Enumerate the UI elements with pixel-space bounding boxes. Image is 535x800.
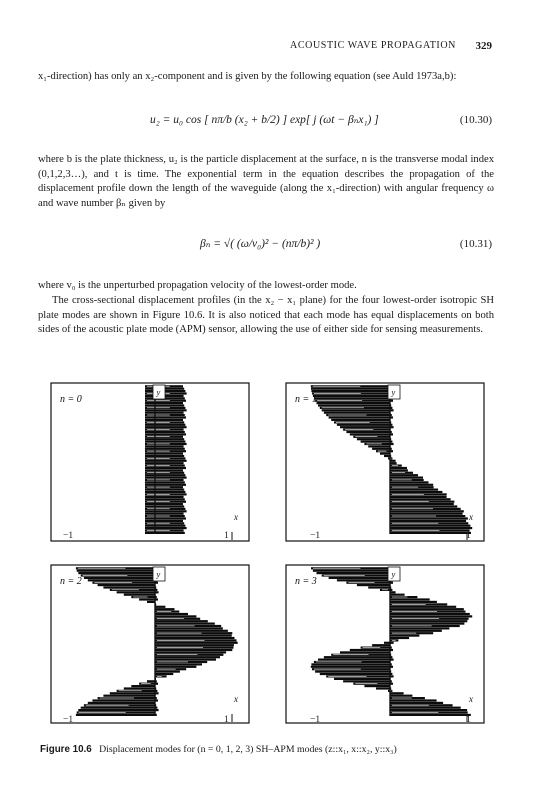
band-highlight: [392, 487, 418, 488]
displacement-band: [346, 431, 391, 433]
displacement-band: [145, 441, 185, 443]
displacement-band: [155, 608, 175, 610]
band-highlight: [147, 451, 170, 452]
band-highlight: [316, 662, 362, 663]
displacement-band: [390, 627, 449, 629]
tick-label-max: 1: [224, 531, 229, 541]
displacement-band: [322, 409, 394, 411]
band-highlight: [345, 429, 373, 430]
displacement-band: [368, 586, 391, 588]
displacement-band: [155, 659, 216, 661]
band-highlight: [157, 640, 205, 641]
band-highlight: [363, 647, 381, 648]
band-highlight: [355, 683, 377, 684]
displacement-band: [317, 402, 391, 404]
paragraph-velocity: where v₀ is the unperturbed propagation velocity of the lowest-order mode.: [38, 280, 357, 291]
displacement-band: [390, 477, 423, 479]
displacement-band: [145, 484, 186, 486]
displacement-band: [390, 615, 472, 617]
band-highlight: [157, 618, 184, 619]
displacement-band: [390, 714, 471, 716]
band-highlight: [133, 597, 147, 598]
running-head-title: ACOUSTIC WAVE PROPAGATION: [290, 40, 456, 51]
band-highlight: [147, 444, 170, 445]
displacement-band: [311, 666, 393, 668]
displacement-band: [390, 462, 397, 464]
band-highlight: [157, 647, 203, 648]
displacement-band: [145, 419, 183, 421]
displacement-band: [155, 606, 165, 608]
displacement-band: [361, 441, 393, 443]
band-highlight: [333, 654, 368, 655]
band-highlight: [366, 444, 381, 445]
displacement-band: [313, 395, 391, 397]
displacement-band: [145, 505, 184, 507]
band-highlight: [392, 712, 438, 713]
displacement-band: [311, 663, 391, 665]
band-highlight: [157, 633, 202, 634]
band-highlight: [147, 509, 170, 510]
band-highlight: [147, 487, 170, 488]
panel-frame: [51, 383, 249, 541]
band-highlight: [313, 386, 361, 387]
displacement-band: [340, 651, 390, 653]
displacement-band: [390, 594, 405, 596]
tick-label-max: 1: [224, 715, 229, 725]
displacement-band: [145, 520, 183, 522]
displacement-band: [155, 630, 228, 632]
band-highlight: [147, 516, 170, 517]
displacement-band: [390, 635, 419, 637]
panel-frame: [51, 565, 249, 723]
displacement-band: [390, 510, 464, 512]
displacement-band: [315, 671, 391, 673]
band-highlight: [147, 415, 170, 416]
equation-number: (10.30): [459, 114, 492, 126]
tick-label-max: 1: [466, 715, 471, 725]
displacement-band: [337, 424, 393, 426]
mode-plot: [50, 382, 250, 542]
displacement-band: [343, 680, 392, 682]
displacement-band: [390, 591, 396, 593]
displacement-band: [390, 481, 429, 483]
band-highlight: [141, 683, 151, 684]
mode-panel-n2: [50, 564, 250, 724]
displacement-band: [390, 637, 409, 639]
displacement-band: [155, 620, 208, 622]
equation-10-31: [0, 228, 535, 266]
displacement-band: [131, 685, 155, 687]
displacement-band: [124, 687, 156, 689]
displacement-band: [368, 445, 390, 447]
displacement-band: [390, 498, 451, 500]
displacement-band: [145, 513, 184, 515]
band-highlight: [157, 676, 162, 677]
displacement-band: [155, 613, 188, 615]
displacement-band: [390, 489, 438, 491]
displacement-band: [357, 438, 391, 440]
displacement-band: [76, 714, 157, 716]
band-highlight: [157, 654, 197, 655]
displacement-band: [155, 651, 226, 653]
displacement-band: [145, 416, 186, 418]
displacement-band: [124, 594, 156, 596]
displacement-band: [145, 448, 185, 450]
displacement-band: [117, 591, 159, 593]
displacement-band: [145, 460, 187, 462]
band-highlight: [392, 465, 398, 466]
band-highlight: [100, 698, 134, 699]
axis-label-x: x: [234, 694, 238, 704]
band-highlight: [79, 712, 126, 713]
band-highlight: [147, 400, 170, 401]
mode-label: n = 2: [60, 576, 82, 587]
displacement-band: [390, 598, 430, 600]
displacement-band: [145, 409, 187, 411]
displacement-band: [145, 431, 185, 433]
equation-lhs: u₂ = u₀ cos: [150, 114, 202, 126]
band-highlight: [392, 597, 407, 598]
band-highlight: [147, 530, 170, 531]
displacement-band: [145, 489, 184, 491]
displacement-band: [331, 419, 390, 421]
displacement-band: [390, 525, 470, 527]
displacement-band: [145, 426, 187, 428]
tick-label-min: −1: [310, 531, 321, 541]
displacement-band: [155, 649, 232, 651]
displacement-band: [145, 438, 184, 440]
tick-label-min: −1: [63, 531, 74, 541]
displacement-band: [324, 656, 393, 658]
displacement-band: [145, 481, 185, 483]
displacement-band: [364, 685, 390, 687]
displacement-band: [390, 520, 466, 522]
tick-label-min: −1: [310, 715, 321, 725]
axis-label-y: y: [391, 387, 396, 397]
mode-label: n = 3: [295, 576, 317, 587]
displacement-band: [318, 659, 394, 661]
displacement-band: [155, 671, 180, 673]
band-highlight: [392, 509, 433, 510]
paragraph-figure-reference: The cross-sectional displacement profiles (in the x₂ − x₁ plane) for the four lowest-order isotropic SH plate modes are shown in Figure 10.6. It is also noticed that each mode has equal displacements on both sides of the acoustic plate mode (APM) sensor, allowing the use of either side for sensing measurements.: [38, 295, 494, 335]
displacement-band: [147, 601, 155, 603]
band-highlight: [392, 626, 432, 627]
displacement-band: [350, 649, 393, 651]
paragraph-definitions: where b is the plate thickness, u₂ is the particle displacement at the surface, n is the transverse modal index (0,1,2,3…), and t is time. The exponential term in the equation describes the propagation of the displacement profile down the length of the waveguide (along the x₁-direction) with angular frequency ω and wave number βₙ given by: [38, 154, 494, 209]
band-highlight: [324, 575, 365, 576]
displacement-band: [155, 666, 196, 668]
mode-panel-n0: [50, 382, 250, 542]
displacement-band: [145, 445, 184, 447]
band-highlight: [392, 530, 439, 531]
displacement-band: [145, 525, 185, 527]
displacement-band: [390, 692, 404, 694]
band-highlight: [392, 633, 416, 634]
displacement-band: [155, 623, 215, 625]
displacement-band: [380, 453, 390, 455]
displacement-band: [92, 699, 158, 701]
displacement-band: [337, 579, 392, 581]
displacement-band: [145, 477, 187, 479]
displacement-band: [155, 673, 173, 675]
displacement-band: [372, 644, 391, 646]
band-highlight: [392, 523, 438, 524]
displacement-band: [145, 532, 185, 534]
displacement-band: [155, 663, 202, 665]
displacement-band: [390, 630, 442, 632]
displacement-band: [390, 620, 467, 622]
band-highlight: [314, 393, 361, 394]
figure-caption-text: Displacement modes for (n = 0, 1, 2, 3) SH–APM modes (z::x₁, x::x₂, y::x₃): [99, 744, 397, 755]
displacement-band: [390, 623, 464, 625]
displacement-band: [320, 673, 393, 675]
axis-label-x: x: [469, 694, 473, 704]
band-highlight: [157, 669, 176, 670]
displacement-band: [155, 615, 196, 617]
panel-frame: [286, 565, 484, 723]
displacement-band: [390, 484, 433, 486]
axis-label-y: y: [156, 387, 161, 397]
displacement-band: [145, 467, 186, 469]
band-highlight: [119, 691, 142, 692]
band-highlight: [147, 436, 170, 437]
displacement-band: [110, 692, 159, 694]
displacement-band: [340, 426, 394, 428]
displacement-band: [390, 613, 470, 615]
displacement-band: [334, 678, 391, 680]
band-highlight: [157, 611, 171, 612]
mode-label: n = 0: [60, 394, 82, 405]
mode-label: n = 1: [295, 394, 317, 405]
mode-panel-n1: [285, 382, 485, 542]
displacement-band: [329, 577, 391, 579]
displacement-band: [390, 505, 457, 507]
mode-plot: [285, 382, 485, 542]
displacement-band: [145, 433, 186, 435]
displacement-band: [372, 448, 392, 450]
displacement-band: [390, 606, 456, 608]
band-highlight: [78, 568, 126, 569]
band-highlight: [392, 494, 424, 495]
displacement-band: [103, 586, 156, 588]
band-highlight: [147, 494, 170, 495]
displacement-band: [311, 390, 392, 392]
band-highlight: [378, 451, 386, 452]
displacement-band: [390, 474, 418, 476]
displacement-band: [313, 570, 391, 572]
axis-label-x: x: [469, 512, 473, 522]
displacement-band: [145, 503, 183, 505]
displacement-band: [103, 695, 155, 697]
band-highlight: [157, 626, 195, 627]
band-highlight: [147, 480, 170, 481]
displacement-band: [145, 496, 184, 498]
displacement-band: [311, 388, 391, 390]
displacement-band: [145, 510, 187, 512]
displacement-band: [390, 532, 471, 534]
band-highlight: [392, 472, 405, 473]
mode-panel-n3: [285, 564, 485, 724]
displacement-band: [390, 491, 442, 493]
displacement-band: [98, 584, 155, 586]
band-highlight: [313, 568, 360, 569]
band-highlight: [328, 676, 366, 677]
displacement-band: [155, 644, 234, 646]
band-highlight: [314, 669, 361, 670]
band-highlight: [317, 400, 362, 401]
displacement-band: [390, 709, 467, 711]
band-highlight: [83, 575, 128, 576]
figure-caption: [40, 744, 500, 755]
page-number: 329: [475, 40, 492, 52]
displacement-band: [145, 474, 185, 476]
displacement-band: [350, 433, 393, 435]
displacement-band: [155, 656, 220, 658]
displacement-band: [145, 469, 183, 471]
band-highlight: [392, 705, 429, 706]
displacement-band: [88, 702, 155, 704]
displacement-band: [329, 416, 393, 418]
displacement-band: [390, 707, 461, 709]
band-highlight: [392, 604, 426, 605]
displacement-band: [390, 496, 447, 498]
displacement-band: [155, 635, 232, 637]
displacement-band: [318, 404, 391, 406]
band-highlight: [157, 662, 188, 663]
displacement-band: [390, 608, 464, 610]
band-highlight: [382, 590, 388, 591]
displacement-band: [145, 402, 183, 404]
band-highlight: [392, 516, 436, 517]
displacement-band: [145, 498, 185, 500]
displacement-band: [145, 527, 187, 529]
band-highlight: [147, 465, 170, 466]
displacement-band: [390, 695, 412, 697]
displacement-band: [145, 453, 183, 455]
band-highlight: [392, 480, 412, 481]
displacement-band: [81, 707, 158, 709]
tick-label-min: −1: [63, 715, 74, 725]
axis-label-x: x: [234, 512, 238, 522]
displacement-band: [324, 412, 391, 414]
band-highlight: [147, 408, 170, 409]
displacement-band: [145, 412, 184, 414]
displacement-band: [314, 397, 392, 399]
displacement-band: [390, 467, 407, 469]
equation-10-30: [0, 104, 535, 142]
band-highlight: [147, 523, 170, 524]
displacement-band: [390, 503, 454, 505]
displacement-band: [390, 702, 443, 704]
equation-bracket: [ nπ/b (x₂ + b/2) ]: [204, 114, 288, 126]
band-highlight: [147, 429, 170, 430]
band-highlight: [392, 640, 396, 641]
displacement-band: [155, 642, 238, 644]
band-highlight: [322, 408, 364, 409]
displacement-band: [145, 491, 185, 493]
axis-label-y: y: [156, 569, 161, 579]
paragraph-intro: x₁-direction) has only an x₂-component and is given by the following equation (see Auld 1973a,b):: [38, 71, 457, 82]
displacement-band: [155, 637, 235, 639]
band-highlight: [147, 501, 170, 502]
tick-label-max: 1: [466, 531, 471, 541]
band-highlight: [328, 415, 366, 416]
displacement-band: [77, 570, 157, 572]
running-head: [40, 40, 492, 54]
displacement-band: [145, 424, 185, 426]
displacement-band: [376, 687, 391, 689]
mode-plot: [285, 564, 485, 724]
displacement-band: [390, 469, 408, 471]
equation-wavenumber: βₙ = √( (ω/v₀)² − (nπ/b)² ): [200, 238, 321, 250]
panel-frame: [286, 383, 484, 541]
band-highlight: [336, 422, 370, 423]
mode-plot: [50, 564, 250, 724]
band-highlight: [355, 436, 377, 437]
band-highlight: [392, 618, 439, 619]
band-highlight: [147, 422, 170, 423]
equation-number: (10.31): [459, 238, 492, 250]
axis-label-y: y: [391, 569, 396, 579]
band-highlight: [392, 611, 437, 612]
band-highlight: [94, 582, 132, 583]
displacement-band: [78, 572, 157, 574]
displacement-band: [390, 601, 437, 603]
figure-caption-label: Figure 10.6: [40, 744, 92, 755]
displacement-band: [145, 404, 184, 406]
band-highlight: [112, 590, 139, 591]
displacement-band: [145, 462, 184, 464]
displacement-band: [155, 627, 223, 629]
displacement-band: [390, 513, 463, 515]
band-highlight: [86, 705, 129, 706]
band-highlight: [392, 698, 412, 699]
displacement-band: [78, 709, 158, 711]
displacement-band: [357, 584, 390, 586]
displacement-band: [88, 579, 157, 581]
equation-exponential: exp[ j (ωt − βₙx₁) ]: [289, 114, 379, 126]
displacement-band: [145, 517, 186, 519]
displacement-band: [84, 577, 156, 579]
displacement-band: [390, 699, 437, 701]
displacement-band: [145, 455, 184, 457]
displacement-band: [317, 572, 393, 574]
band-highlight: [147, 472, 170, 473]
band-highlight: [348, 582, 374, 583]
band-highlight: [392, 501, 429, 502]
displacement-band: [390, 460, 396, 462]
band-highlight: [147, 458, 170, 459]
displacement-band: [390, 517, 468, 519]
displacement-band: [384, 642, 394, 644]
displacement-band: [390, 527, 472, 529]
